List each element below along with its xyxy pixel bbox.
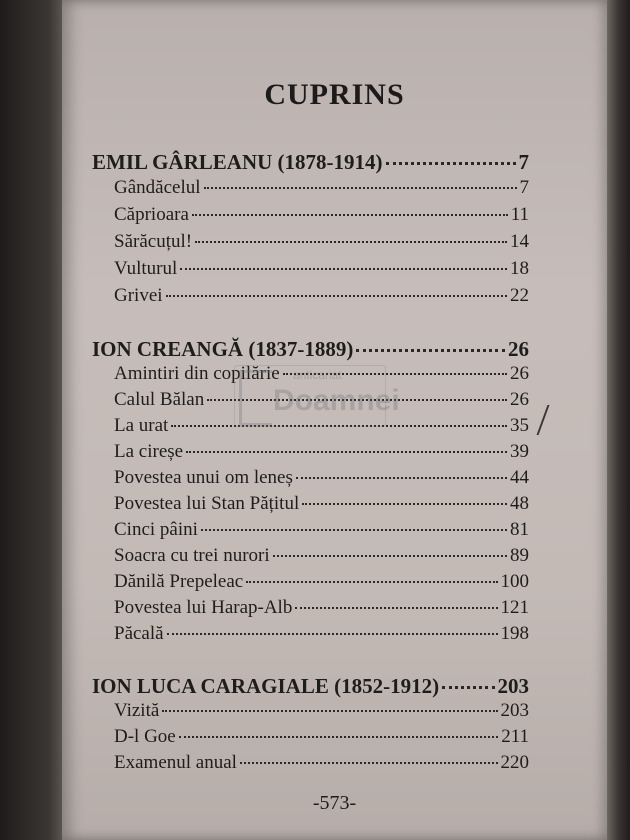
item-title: Povestea lui Harap-Alb <box>114 597 293 618</box>
dot-leader <box>166 295 507 297</box>
page-ref: 44 <box>510 467 529 488</box>
item-title: D-l Goe <box>114 726 176 747</box>
dot-leader <box>442 686 494 689</box>
item-title: Povestea unui om leneș <box>114 467 293 488</box>
dot-leader <box>273 555 507 557</box>
dot-leader <box>192 214 508 216</box>
toc-item[interactable] <box>92 623 529 645</box>
page-number: -573- <box>312 792 357 814</box>
watermark-icon <box>239 370 272 426</box>
toc-author-caragiale[interactable] <box>92 674 529 699</box>
dot-leader <box>302 503 507 505</box>
item-title: La cireșe <box>114 441 184 462</box>
toc-item[interactable] <box>92 204 529 226</box>
item-title: Sărăcuțul! <box>114 231 193 252</box>
toc-item[interactable] <box>92 571 529 593</box>
dot-leader <box>386 162 516 165</box>
item-title: Dănilă Prepeleac <box>114 571 244 592</box>
item-title: Căprioara <box>114 204 189 225</box>
toc-item[interactable] <box>92 285 529 307</box>
author-name: ION LUCA CARAGIALE (1852-1912) <box>92 674 440 698</box>
page-ref: 121 <box>500 597 529 618</box>
watermark-main-text: Doamnei <box>273 384 400 417</box>
toc-item[interactable] <box>92 519 529 541</box>
dot-leader <box>186 451 507 453</box>
toc-item[interactable] <box>92 545 529 567</box>
dot-leader <box>204 187 517 189</box>
page-ref: 14 <box>510 231 529 252</box>
item-title: Păcală <box>114 623 164 644</box>
page-ref: 35 <box>510 415 529 436</box>
toc-item[interactable] <box>92 177 529 199</box>
toc-author-garleanu[interactable] <box>92 150 529 175</box>
page-ref: 7 <box>519 177 529 198</box>
toc-item[interactable] <box>92 441 529 463</box>
toc-item[interactable] <box>92 258 529 280</box>
page-ref: 48 <box>510 493 529 514</box>
watermark-top-text: anticariat <box>293 368 342 382</box>
book-spine-shadow <box>0 0 70 840</box>
page-ref: 220 <box>500 752 529 773</box>
item-title: Vulturul <box>114 258 178 279</box>
dot-leader <box>195 241 507 243</box>
dot-leader <box>167 633 498 635</box>
author-name: EMIL GÂRLEANU (1878-1914) <box>92 150 383 174</box>
item-title: Gândăcelul <box>114 177 201 198</box>
dot-leader <box>295 607 497 609</box>
toc-author-creanga[interactable] <box>92 337 529 362</box>
page-ref: 81 <box>510 519 529 540</box>
item-title: Amintiri din copilărie <box>114 363 280 384</box>
page-ref: 26 <box>510 363 529 384</box>
dot-leader <box>240 762 498 764</box>
author-name: ION CREANGĂ (1837-1889) <box>92 337 354 361</box>
page-ref: 22 <box>510 285 529 306</box>
page-ref: 100 <box>500 571 529 592</box>
page-title: CUPRINS <box>264 78 405 111</box>
page-ref: 211 <box>501 726 529 747</box>
dot-leader <box>201 529 507 531</box>
page-ref: 89 <box>510 545 529 566</box>
toc-item[interactable] <box>92 467 529 489</box>
page-ref: 11 <box>510 204 529 225</box>
item-title: Povestea lui Stan Pățitul <box>114 493 300 514</box>
toc-item[interactable] <box>92 752 529 774</box>
dot-leader <box>180 268 507 270</box>
dot-leader <box>356 349 505 352</box>
page-ref: 203 <box>497 674 529 698</box>
dot-leader <box>246 581 497 583</box>
item-title: Vizită <box>114 700 160 721</box>
watermark-logo <box>234 365 400 427</box>
dot-leader <box>179 736 498 738</box>
dot-leader <box>296 477 507 479</box>
item-title: Grivei <box>114 285 163 306</box>
page-tear-mark <box>537 405 562 435</box>
page-ref: 198 <box>500 623 529 644</box>
toc-item[interactable] <box>92 597 529 619</box>
toc-item[interactable] <box>92 231 529 253</box>
page-ref: 26 <box>510 389 529 410</box>
page-ref: 203 <box>500 700 529 721</box>
toc-item[interactable] <box>92 700 529 722</box>
item-title: Soacra cu trei nurori <box>114 545 270 566</box>
toc-item[interactable] <box>92 493 529 515</box>
page-ref: 7 <box>518 150 529 174</box>
item-title: La urat <box>114 415 169 436</box>
item-title: Cinci pâini <box>114 519 198 540</box>
page-ref: 18 <box>510 258 529 279</box>
item-title: Examenul anual <box>114 752 237 773</box>
page-ref: 39 <box>510 441 529 462</box>
item-title: Calul Bălan <box>114 389 205 410</box>
book-page <box>62 0 607 840</box>
page-ref: 26 <box>508 337 529 361</box>
dot-leader <box>162 710 497 712</box>
toc-item[interactable] <box>92 726 529 748</box>
